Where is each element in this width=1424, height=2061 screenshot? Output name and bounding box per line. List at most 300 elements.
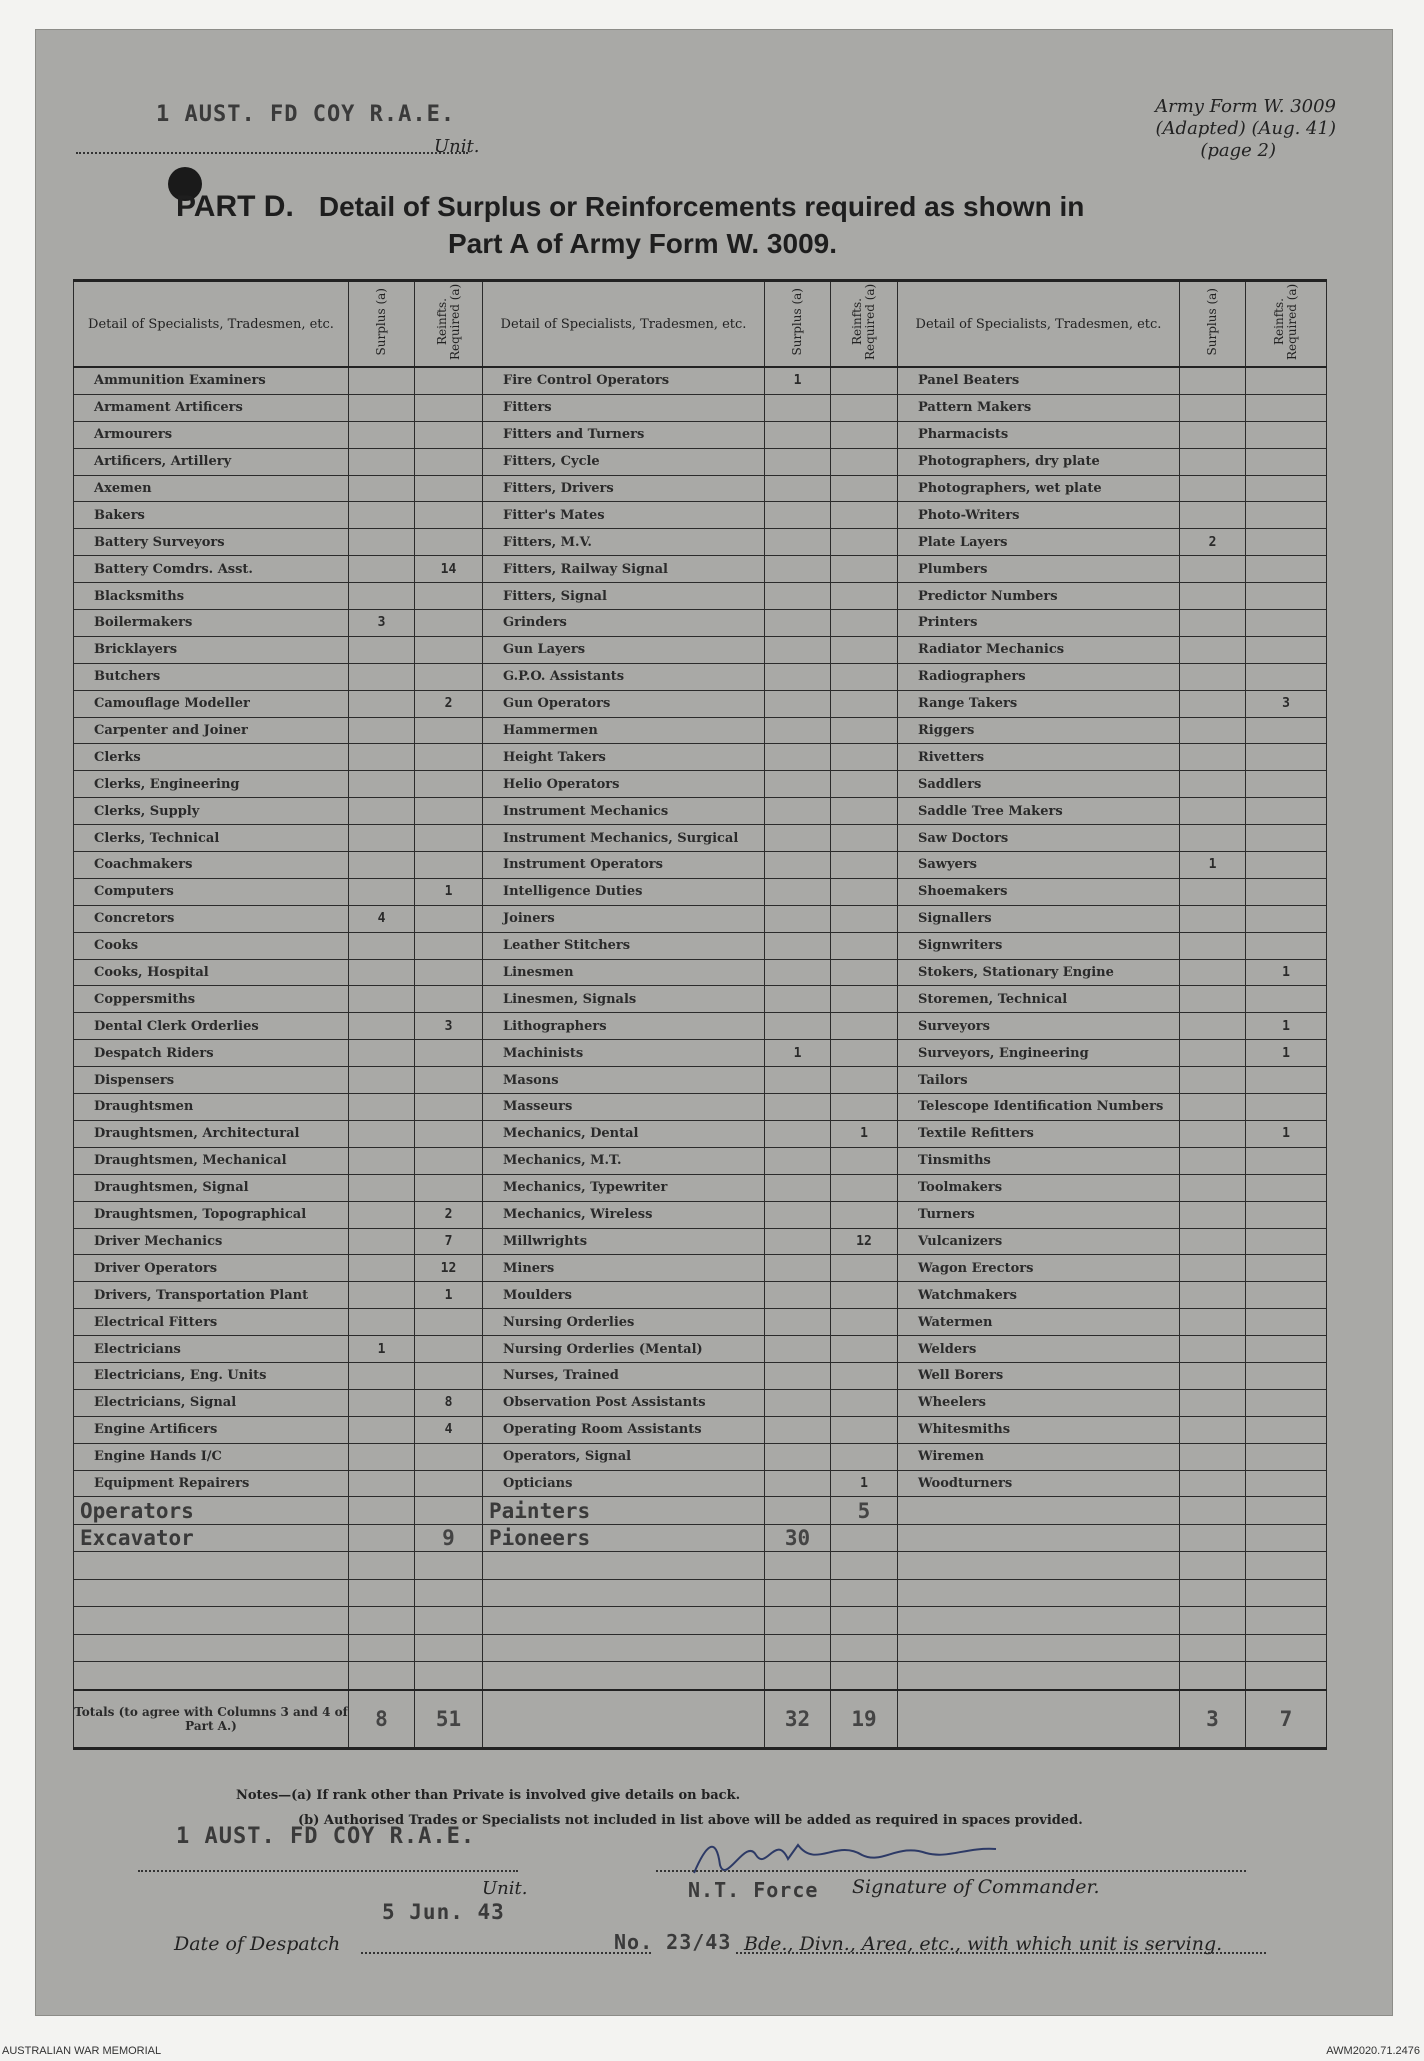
archive-caption-right: AWM2020.71.2476 [1326, 2045, 1420, 2057]
reinfts-value [415, 744, 483, 771]
surplus-value [349, 556, 415, 583]
surplus-value [1180, 448, 1246, 475]
trade-name: Machinists [483, 1040, 765, 1067]
surplus-value [765, 1120, 831, 1147]
reinfts-value: 1 [1246, 1040, 1327, 1067]
blank-row [74, 1579, 1327, 1607]
trade-name: Operators, Signal [483, 1443, 765, 1470]
footer-unit-caption: Unit. [482, 1878, 528, 1899]
trade-name: Mechanics, Wireless [483, 1201, 765, 1228]
trade-name: Draughtsmen, Architectural [74, 1120, 349, 1147]
reinfts-value: 1 [1246, 959, 1327, 986]
reinfts-value [831, 1389, 898, 1416]
surplus-value [1180, 367, 1246, 394]
header-reinfts-label: Reinfts. Required (a) [1272, 283, 1299, 361]
surplus-value [349, 448, 415, 475]
blank-cell [74, 1662, 349, 1690]
reinfts-value [1246, 825, 1327, 852]
surplus-value [349, 771, 415, 798]
trade-name: Wheelers [898, 1389, 1180, 1416]
reinfts-value [831, 529, 898, 556]
added-reinfts-value [831, 1524, 898, 1552]
trade-name: Fitters, Railway Signal [483, 556, 765, 583]
added-surplus-value [765, 1497, 831, 1525]
blank-cell [831, 1662, 898, 1690]
totals-blank [483, 1690, 765, 1749]
surplus-value [765, 610, 831, 637]
reinfts-value [415, 1174, 483, 1201]
surplus-value [1180, 1336, 1246, 1363]
trade-name: Vulcanizers [898, 1228, 1180, 1255]
reinfts-value [831, 905, 898, 932]
reinfts-value [1246, 1416, 1327, 1443]
trade-name: Clerks, Engineering [74, 771, 349, 798]
blank-cell [74, 1634, 349, 1662]
surplus-value [1180, 932, 1246, 959]
blank-cell [415, 1662, 483, 1690]
trade-name: Leather Stitchers [483, 932, 765, 959]
blank-cell [483, 1579, 765, 1607]
surplus-value [1180, 663, 1246, 690]
trade-name: Gun Operators [483, 690, 765, 717]
reinfts-value: 1 [831, 1470, 898, 1497]
reinfts-value [1246, 1443, 1327, 1470]
reinfts-value [1246, 1067, 1327, 1094]
reinfts-value [415, 852, 483, 879]
added-trade-row [74, 1497, 1327, 1525]
added-reinfts-value: 5 [831, 1497, 898, 1525]
reinfts-value [1246, 1470, 1327, 1497]
reinfts-value [415, 1147, 483, 1174]
reinfts-value [415, 663, 483, 690]
reinfts-value [831, 475, 898, 502]
trade-name: Rivetters [898, 744, 1180, 771]
reinfts-value [831, 878, 898, 905]
trade-name: Engine Hands I/C [74, 1443, 349, 1470]
trade-name: Mechanics, Typewriter [483, 1174, 765, 1201]
added-trade-name: Pioneers [483, 1524, 765, 1552]
trade-name: Draughtsmen [74, 1094, 349, 1121]
surplus-value [349, 1255, 415, 1282]
trade-name: Mechanics, Dental [483, 1120, 765, 1147]
blank-cell [1246, 1607, 1327, 1635]
blank-cell [349, 1662, 415, 1690]
trade-name: Masseurs [483, 1094, 765, 1121]
reinfts-value [415, 1470, 483, 1497]
reinfts-value [415, 475, 483, 502]
reinfts-value [831, 717, 898, 744]
blank-cell [898, 1552, 1180, 1580]
reinfts-value: 1 [1246, 1120, 1327, 1147]
trade-name: Coachmakers [74, 852, 349, 879]
blank-row [74, 1634, 1327, 1662]
surplus-value [765, 556, 831, 583]
blank-cell [765, 1552, 831, 1580]
surplus-value [765, 959, 831, 986]
surplus-value [1180, 1228, 1246, 1255]
table-row [74, 1120, 1327, 1147]
trade-name: Range Takers [898, 690, 1180, 717]
blank-cell [1246, 1662, 1327, 1690]
trade-name: Saddlers [898, 771, 1180, 798]
surplus-value [765, 1255, 831, 1282]
surplus-value [765, 1013, 831, 1040]
surplus-value [1180, 475, 1246, 502]
reinfts-value [831, 394, 898, 421]
surplus-value [349, 529, 415, 556]
surplus-value [765, 583, 831, 610]
reinfts-value [831, 556, 898, 583]
part-label: PART D. [176, 190, 294, 223]
header-surplus-label: Surplus (a) [1205, 288, 1219, 356]
despatch-dotted-line [361, 1952, 651, 1954]
blank-cell [349, 1552, 415, 1580]
reinfts-value [1246, 1389, 1327, 1416]
surplus-value [765, 1362, 831, 1389]
form-reference [1155, 96, 1336, 162]
table-row [74, 959, 1327, 986]
reinfts-value [1246, 529, 1327, 556]
table-row [74, 1147, 1327, 1174]
surplus-value [765, 744, 831, 771]
reinfts-value [415, 421, 483, 448]
trade-name: Well Borers [898, 1362, 1180, 1389]
totals-label: Totals (to agree with Columns 3 and 4 of Part A.) [74, 1690, 349, 1749]
reinfts-value [831, 502, 898, 529]
reinfts-value [415, 1443, 483, 1470]
surplus-value [349, 1067, 415, 1094]
trade-name: Nursing Orderlies (Mental) [483, 1336, 765, 1363]
surplus-value [765, 1094, 831, 1121]
blank-cell [1180, 1579, 1246, 1607]
surplus-value [765, 502, 831, 529]
blank-cell [831, 1579, 898, 1607]
reinfts-value [831, 771, 898, 798]
reinfts-value [415, 1309, 483, 1336]
reinfts-value [831, 690, 898, 717]
surplus-value [349, 1228, 415, 1255]
reinfts-value [1246, 1282, 1327, 1309]
trade-name: Saddle Tree Makers [898, 798, 1180, 825]
reinfts-value [1246, 1309, 1327, 1336]
surplus-value [1180, 771, 1246, 798]
table-row [74, 502, 1327, 529]
reinfts-value [1246, 1147, 1327, 1174]
header-reinfts-label: Reinfts. Required (a) [850, 283, 877, 361]
surplus-value [349, 959, 415, 986]
trade-name: Dental Clerk Orderlies [74, 1013, 349, 1040]
surplus-value [349, 1013, 415, 1040]
trade-name: Hammermen [483, 717, 765, 744]
trade-name: Predictor Numbers [898, 583, 1180, 610]
table-row [74, 1067, 1327, 1094]
trade-name: Masons [483, 1067, 765, 1094]
trade-name: Fitters and Turners [483, 421, 765, 448]
trade-name: Coppersmiths [74, 986, 349, 1013]
specialists-table [73, 279, 1327, 1750]
trade-name: Telescope Identification Numbers [898, 1094, 1180, 1121]
trade-name: Tinsmiths [898, 1147, 1180, 1174]
trade-name: Surveyors, Engineering [898, 1040, 1180, 1067]
surplus-value [765, 663, 831, 690]
reinfts-value: 3 [415, 1013, 483, 1040]
trade-name: Plumbers [898, 556, 1180, 583]
title-line1: Detail of Surplus or Reinforcements required as shown in [318, 191, 1085, 222]
blank-cell [483, 1634, 765, 1662]
trade-name: Stokers, Stationary Engine [898, 959, 1180, 986]
reinfts-value [415, 1120, 483, 1147]
trade-name: Observation Post Assistants [483, 1389, 765, 1416]
trade-name: Fire Control Operators [483, 367, 765, 394]
reinfts-value [1246, 986, 1327, 1013]
table-row [74, 556, 1327, 583]
table-row [74, 1094, 1327, 1121]
surplus-value [1180, 556, 1246, 583]
reinfts-value [831, 1147, 898, 1174]
surplus-value [1180, 1255, 1246, 1282]
reinfts-value [415, 583, 483, 610]
added-trade-row [74, 1524, 1327, 1552]
surplus-value [349, 717, 415, 744]
trade-name: Bricklayers [74, 636, 349, 663]
reinfts-value [1246, 1094, 1327, 1121]
trade-name: Fitters, M.V. [483, 529, 765, 556]
table-row [74, 1470, 1327, 1497]
form-ref-line3: (page 2) [1200, 140, 1276, 161]
reinfts-value: 1 [1246, 1013, 1327, 1040]
surplus-value [765, 448, 831, 475]
blank-cell [74, 1552, 349, 1580]
reinfts-value [415, 1067, 483, 1094]
surplus-value [765, 825, 831, 852]
reinfts-value [1246, 1228, 1327, 1255]
surplus-value [349, 1147, 415, 1174]
trade-name: Butchers [74, 663, 349, 690]
reinfts-value [1246, 878, 1327, 905]
header-surplus-label: Surplus (a) [374, 288, 388, 356]
blank-cell [898, 1662, 1180, 1690]
surplus-value [1180, 744, 1246, 771]
blank-cell [1180, 1552, 1246, 1580]
total-reinfts: 7 [1246, 1690, 1327, 1749]
trade-name: Instrument Mechanics, Surgical [483, 825, 765, 852]
reinfts-value: 4 [415, 1416, 483, 1443]
trade-name: Panel Beaters [898, 367, 1180, 394]
table-row [74, 1389, 1327, 1416]
surplus-value [765, 932, 831, 959]
added-surplus-value [1180, 1497, 1246, 1525]
added-trade-name: Operators [74, 1497, 349, 1525]
reinfts-value [1246, 1255, 1327, 1282]
surplus-value [349, 475, 415, 502]
trade-name: Watermen [898, 1309, 1180, 1336]
reinfts-value [415, 798, 483, 825]
trade-name: Helio Operators [483, 771, 765, 798]
surplus-value [1180, 1309, 1246, 1336]
surplus-value [765, 1416, 831, 1443]
surplus-value [349, 690, 415, 717]
reinfts-value [415, 448, 483, 475]
surplus-value [765, 771, 831, 798]
trade-name: Signallers [898, 905, 1180, 932]
surplus-value [1180, 1362, 1246, 1389]
reinfts-value [415, 717, 483, 744]
blank-cell [349, 1607, 415, 1635]
surplus-value [1180, 905, 1246, 932]
trade-name: Fitters, Signal [483, 583, 765, 610]
trade-name: Engine Artificers [74, 1416, 349, 1443]
form-sheet [36, 30, 1392, 2015]
header-surplus [1180, 281, 1246, 368]
trade-name: Computers [74, 878, 349, 905]
reinfts-value [1246, 771, 1327, 798]
form-ref-line1: Army Form W. 3009 [1155, 96, 1336, 117]
trade-name: Instrument Operators [483, 852, 765, 879]
trade-name: Moulders [483, 1282, 765, 1309]
trade-name: Electricians, Signal [74, 1389, 349, 1416]
trade-name: Concretors [74, 905, 349, 932]
reinfts-value: 12 [415, 1255, 483, 1282]
reinfts-value: 1 [831, 1120, 898, 1147]
table-row [74, 878, 1327, 905]
surplus-value [1180, 1389, 1246, 1416]
blank-row [74, 1552, 1327, 1580]
table-row [74, 932, 1327, 959]
trade-name: Wagon Erectors [898, 1255, 1180, 1282]
surplus-value [765, 1201, 831, 1228]
reinfts-value [1246, 1201, 1327, 1228]
reinfts-value [1246, 717, 1327, 744]
surplus-value [1180, 1120, 1246, 1147]
added-surplus-value: 30 [765, 1524, 831, 1552]
reinfts-value [1246, 367, 1327, 394]
reinfts-value [831, 583, 898, 610]
trade-name: Sawyers [898, 852, 1180, 879]
surplus-value [765, 1228, 831, 1255]
trade-name: Fitters, Drivers [483, 475, 765, 502]
surplus-value: 1 [765, 1040, 831, 1067]
surplus-value [765, 1309, 831, 1336]
trade-name: Battery Surveyors [74, 529, 349, 556]
trade-name: Draughtsmen, Signal [74, 1174, 349, 1201]
trade-name: Joiners [483, 905, 765, 932]
reinfts-value [1246, 1174, 1327, 1201]
header-detail: Detail of Specialists, Tradesmen, etc. [483, 281, 765, 368]
reinfts-value: 14 [415, 556, 483, 583]
surplus-value: 2 [1180, 529, 1246, 556]
surplus-value [349, 1362, 415, 1389]
surplus-value [1180, 986, 1246, 1013]
surplus-value [765, 529, 831, 556]
surplus-value [1180, 610, 1246, 637]
trade-name: Wiremen [898, 1443, 1180, 1470]
blank-cell [831, 1607, 898, 1635]
blank-cell [483, 1607, 765, 1635]
typed-number: No. 23/43 [614, 1930, 732, 1954]
blank-cell [483, 1552, 765, 1580]
reinfts-value [415, 1094, 483, 1121]
reinfts-value: 3 [1246, 690, 1327, 717]
table-row [74, 825, 1327, 852]
surplus-value [765, 394, 831, 421]
table-row [74, 1201, 1327, 1228]
blank-cell [1246, 1552, 1327, 1580]
trade-name: Shoemakers [898, 878, 1180, 905]
surplus-value [1180, 636, 1246, 663]
surplus-value [1180, 421, 1246, 448]
surplus-value [349, 1470, 415, 1497]
trade-name: Mechanics, M.T. [483, 1147, 765, 1174]
unit-dotted-line [76, 152, 468, 154]
reinfts-value [831, 932, 898, 959]
trade-name: Boilermakers [74, 610, 349, 637]
table-row [74, 529, 1327, 556]
unit-caption: Unit. [434, 136, 480, 157]
reinfts-value [1246, 798, 1327, 825]
surplus-value [1180, 1067, 1246, 1094]
reinfts-value [1246, 448, 1327, 475]
table-row [74, 583, 1327, 610]
blank-cell [765, 1607, 831, 1635]
surplus-value [1180, 1147, 1246, 1174]
trade-name: Photo-Writers [898, 502, 1180, 529]
reinfts-value [415, 636, 483, 663]
table-row [74, 1228, 1327, 1255]
added-reinfts-value [415, 1497, 483, 1525]
trade-name: Opticians [483, 1470, 765, 1497]
trade-name: Photographers, dry plate [898, 448, 1180, 475]
table-row [74, 394, 1327, 421]
reinfts-value [1246, 636, 1327, 663]
trade-name: Bakers [74, 502, 349, 529]
surplus-value [349, 394, 415, 421]
trade-name: Grinders [483, 610, 765, 637]
blank-cell [349, 1579, 415, 1607]
surplus-value [349, 1282, 415, 1309]
surplus-value [349, 1389, 415, 1416]
trade-name: Driver Operators [74, 1255, 349, 1282]
trade-name: Turners [898, 1201, 1180, 1228]
surplus-value [765, 1147, 831, 1174]
trade-name: Clerks, Supply [74, 798, 349, 825]
table-header-row [74, 281, 1327, 368]
blank-cell [415, 1607, 483, 1635]
header-surplus-label: Surplus (a) [790, 288, 804, 356]
table-row [74, 1443, 1327, 1470]
trade-name: G.P.O. Assistants [483, 663, 765, 690]
trade-name: Height Takers [483, 744, 765, 771]
trade-name: Armourers [74, 421, 349, 448]
reinfts-value [831, 1255, 898, 1282]
header-surplus [765, 281, 831, 368]
surplus-value [765, 878, 831, 905]
trade-name: Miners [483, 1255, 765, 1282]
archive-caption-left: AUSTRALIAN WAR MEMORIAL [2, 2045, 162, 2057]
reinfts-value [831, 1336, 898, 1363]
reinfts-value [1246, 1336, 1327, 1363]
surplus-value [1180, 1201, 1246, 1228]
surplus-value [1180, 1040, 1246, 1067]
trade-name: Armament Artificers [74, 394, 349, 421]
note-b: (b) Authorised Trades or Specialists not included in list above will be added as required in spaces provided. [298, 1813, 1083, 1828]
trade-name: Plate Layers [898, 529, 1180, 556]
surplus-value [349, 583, 415, 610]
trade-name: Nursing Orderlies [483, 1309, 765, 1336]
reinfts-value [831, 1094, 898, 1121]
table-row [74, 744, 1327, 771]
surplus-value [765, 475, 831, 502]
trade-name: Welders [898, 1336, 1180, 1363]
